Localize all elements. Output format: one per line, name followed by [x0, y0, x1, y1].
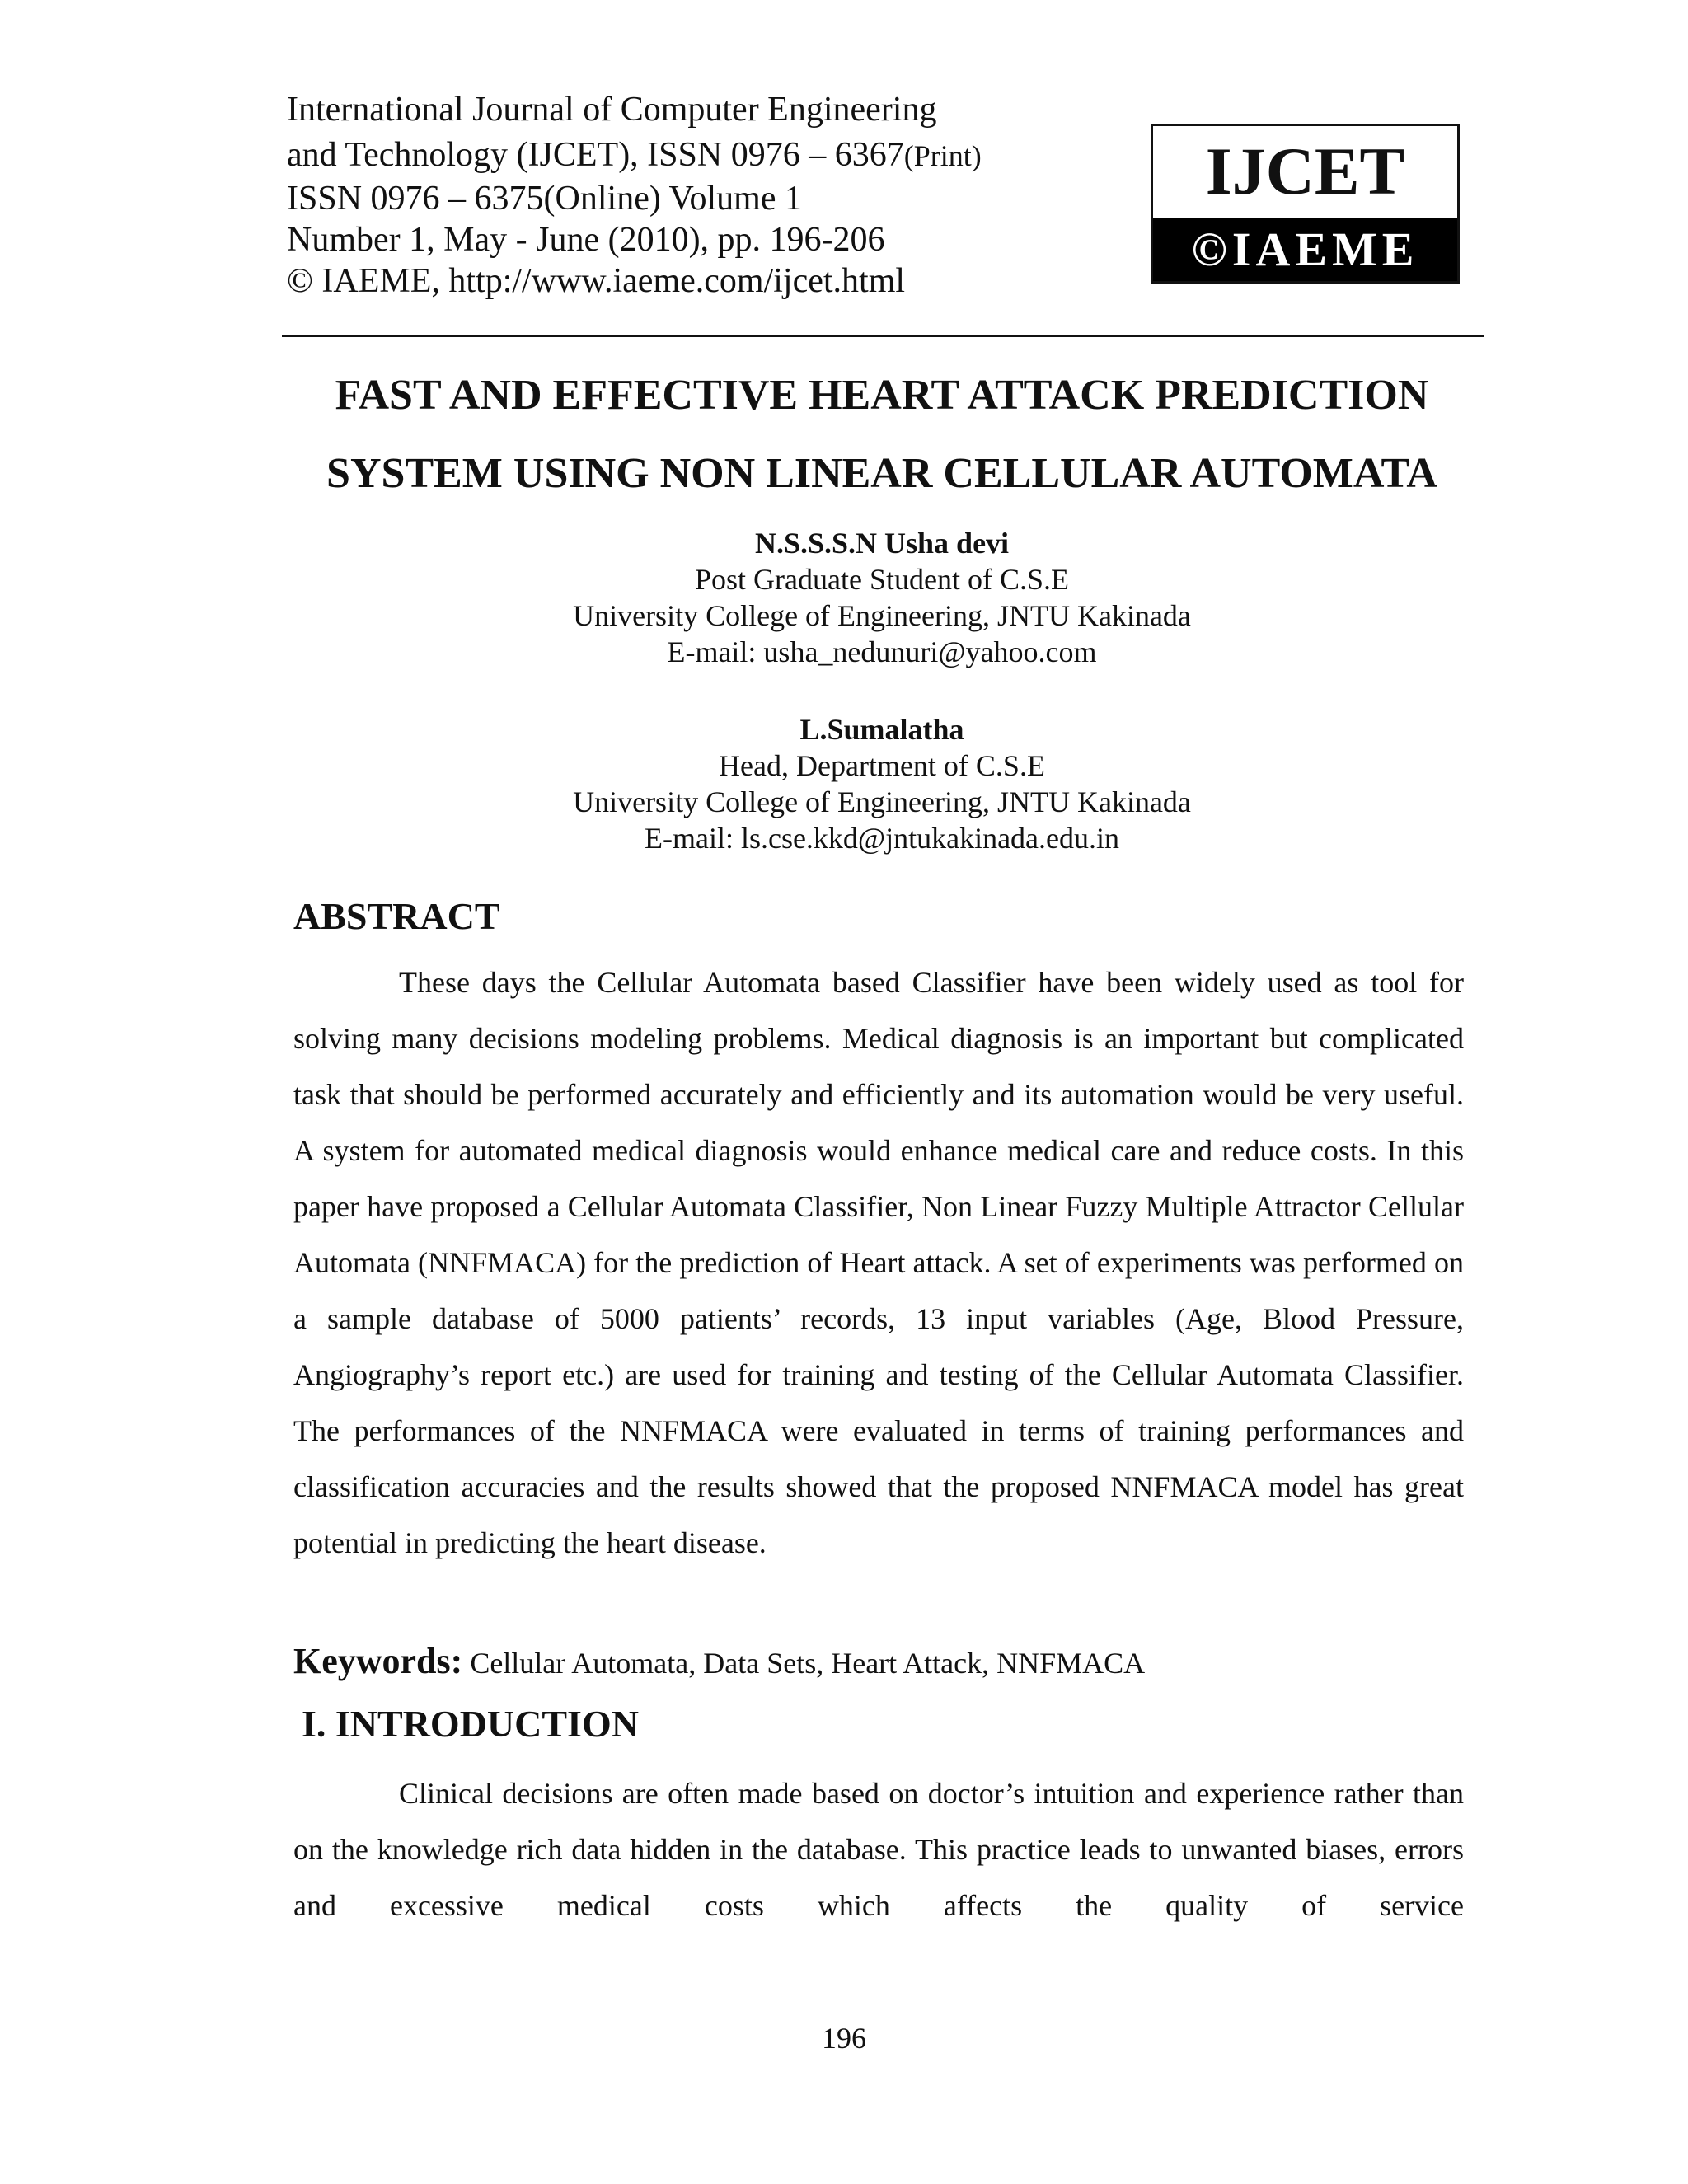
keywords-label: Keywords: — [293, 1641, 463, 1681]
abstract-heading: ABSTRACT — [293, 895, 500, 937]
logo-iaeme-text: ©IAEME — [1153, 218, 1457, 281]
header-divider — [282, 335, 1484, 337]
journal-header-line-5: © IAEME, http://www.iaeme.com/ijcet.html — [287, 262, 906, 300]
journal-header-line-3: ISSN 0976 – 6375(Online) Volume 1 — [287, 180, 802, 218]
journal-header-line-4: Number 1, May - June (2010), pp. 196-206 — [287, 221, 885, 259]
author-1-role: Post Graduate Student of C.S.E — [695, 563, 1069, 596]
page-number: 196 — [822, 2022, 866, 2055]
introduction-text: Clinical decisions are often made based on doctor’s intuition and experience rather than on the knowledge rich data hidden in the database. This practice leads to unwanted biases, errors and excessive medical costs which affects the quality of service — [293, 1777, 1464, 1922]
author-1-name: N.S.S.S.N Usha devi — [754, 527, 1010, 560]
introduction-body — [293, 1765, 1464, 1933]
paper-title-line-1: FAST AND EFFECTIVE HEART ATTACK PREDICTION — [335, 372, 1429, 419]
author-1-email: E-mail: usha_nedunuri@yahoo.com — [667, 635, 1097, 668]
journal-header-line-2 — [287, 138, 982, 173]
author-2-role: Head, Department of C.S.E — [719, 749, 1045, 782]
keywords-list: Cellular Automata, Data Sets, Heart Attack, NNFMACA — [462, 1647, 1146, 1680]
journal-issn-print: and Technology (IJCET), ISSN 0976 – 6367 — [287, 136, 904, 174]
paper-title-line-2: SYSTEM USING NON LINEAR CELLULAR AUTOMATA — [326, 450, 1437, 497]
logo-ijcet-text: IJCET — [1153, 126, 1457, 218]
author-2-email: E-mail: ls.cse.kkd@jntukakinada.edu.in — [644, 822, 1120, 855]
journal-logo — [1151, 124, 1460, 284]
abstract-text: These days the Cellular Automata based Classifier have been widely used as tool for solving many decisions modeling problems. Medical diagnosis is an important but complicated task that should be performed accurately and efficiently and its automation would be very useful. A system for automated medical diagnosis would enhance medical care and reduce costs. In this paper have proposed a Cellular Automata Classifier, Non Linear Fuzzy Multiple Attractor Cellular Automata (NNFMACA) for the prediction of Heart attack. A set of experiments was performed on a sample database of 5000 patients’ records, 13 input variables (Age, Blood Pressure, Angiography’s report etc.) are used for training and testing of the Cellular Automata Classifier. The performances of the NNFMACA were evaluated in terms of training performances and classification accuracies and the results showed that the proposed NNFMACA model has great potential in predicting the heart disease. — [293, 966, 1464, 1559]
print-label: (Print) — [903, 139, 982, 172]
abstract-body — [293, 954, 1464, 1571]
author-2-institution: University College of Engineering, JNTU Kakinada — [573, 785, 1191, 818]
keywords — [293, 1640, 1145, 1682]
author-2-name: L.Sumalatha — [799, 713, 964, 746]
introduction-heading: I. INTRODUCTION — [302, 1703, 639, 1745]
author-1-institution: University College of Engineering, JNTU Kakinada — [573, 599, 1191, 632]
journal-header-line-1: International Journal of Computer Engineering — [287, 91, 937, 129]
